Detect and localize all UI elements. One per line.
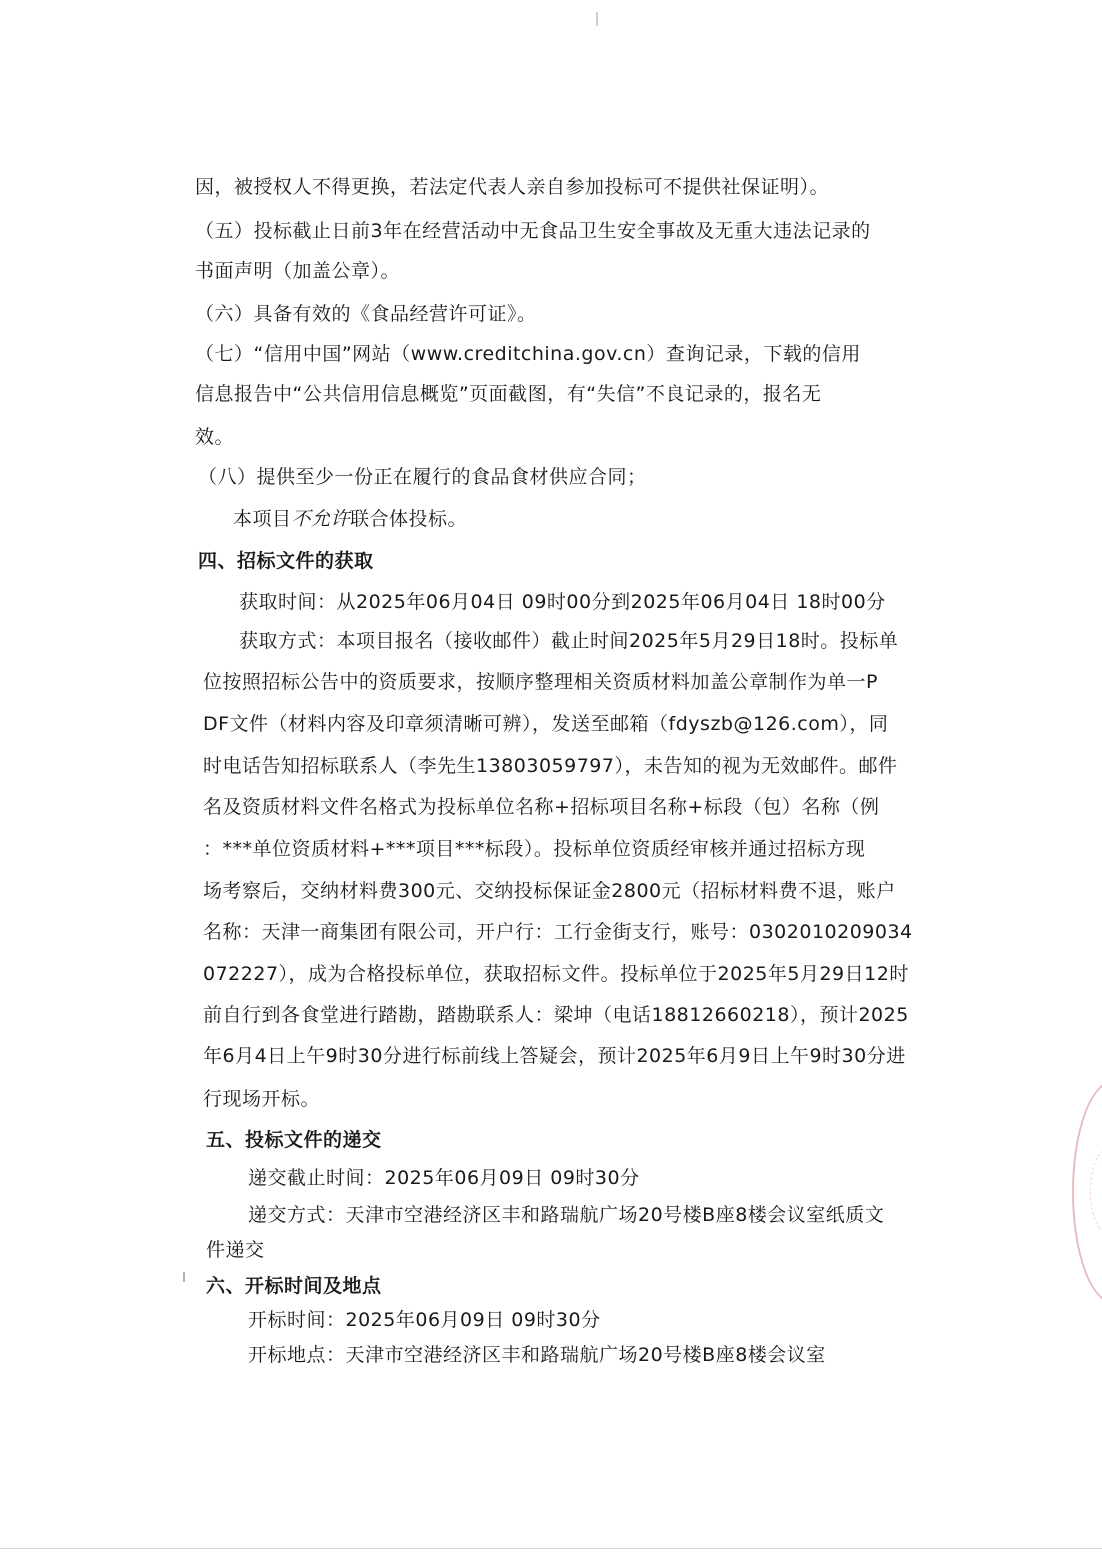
text-line: 递交截止时间：2025年06月09日 09时30分: [248, 1167, 640, 1189]
text-line: 前自行到各食堂进行踏勘，踏勘联系人：梁坤（电话18812660218），预计2025: [203, 1004, 909, 1026]
text-line: 信息报告中“公共信用信息概览”页面截图，有“失信”不良记录的，报名无: [195, 383, 822, 405]
text-line: [233, 510, 467, 529]
page-bottom-rule: [0, 1548, 1102, 1549]
text-line: 开标地点：天津市空港经济区丰和路瑞航广场20号楼B座8楼会议室: [248, 1344, 826, 1366]
text-line: DF文件（材料内容及印章须清晰可辨），发送至邮箱（fdyszb@126.com），同: [203, 713, 889, 735]
section-heading-5: 五、投标文件的递交: [206, 1129, 382, 1151]
text-line: 件递交: [206, 1239, 265, 1261]
text-line: 因，被授权人不得更换，若法定代表人亲自参加投标可不提供社保证明）。: [195, 176, 830, 198]
section-heading-6: 六、开标时间及地点: [206, 1275, 382, 1297]
text-line: 效。: [195, 426, 235, 448]
section-heading-4: 四、招标文件的获取: [198, 550, 374, 572]
text-line: 位按照招标公告中的资质要求，按顺序整理相关资质材料加盖公章制作为单一P: [203, 671, 878, 693]
text-line: 开标时间：2025年06月09日 09时30分: [248, 1309, 601, 1331]
text-line: 获取方式：本项目报名（接收邮件）截止时间2025年5月29日18时。投标单: [239, 630, 899, 652]
text-line: 递交方式：天津市空港经济区丰和路瑞航广场20号楼B座8楼会议室纸质文: [248, 1204, 885, 1226]
text-line: 书面声明（加盖公章）。: [195, 260, 401, 282]
text-line: （七）“信用中国”网站（www.creditchina.gov.cn）查询记录，下载的信用: [195, 343, 861, 365]
text-line: （六）具备有效的《食品经营许可证》。: [195, 303, 537, 325]
italic-text-segment: 不允许: [291, 508, 351, 530]
text-line: 名称：天津一商集团有限公司，开户行：工行金街支行，账号：0302010209034: [203, 921, 913, 943]
text-segment: 本项目: [233, 508, 292, 530]
scan-mark: [183, 1272, 185, 1282]
text-line: 年6月4日上午9时30分进行标前线上答疑会，预计2025年6月9日上午9时30分进: [203, 1045, 906, 1067]
text-line: （五）投标截止日前3年在经营活动中无食品卫生安全事故及无重大违法记录的: [195, 220, 871, 242]
text-line: 名及资质材料文件名格式为投标单位名称+招标项目名称+标段（包）名称（例: [203, 796, 880, 818]
text-segment: 联合体投标。: [350, 508, 468, 530]
text-line: （八）提供至少一份正在履行的食品食材供应合同；: [198, 466, 647, 488]
text-line: ：***单位资质材料+***项目***标段）。投标单位资质经审核并通过招标方现: [203, 838, 866, 860]
text-line: 行现场开标。: [203, 1088, 321, 1110]
text-line: 场考察后，交纳材料费300元、交纳投标保证金2800元（招标材料费不退，账户: [203, 880, 896, 902]
text-line: 时电话告知招标联系人（李先生13803059797），未告知的视为无效邮件。邮件: [203, 755, 898, 777]
text-line: 072227），成为合格投标单位，获取招标文件。投标单位于2025年5月29日12时: [203, 963, 909, 985]
scan-mark: [596, 12, 598, 26]
text-line: 获取时间：从2025年06月04日 09时00分到2025年06月04日 18时00分: [239, 591, 886, 613]
